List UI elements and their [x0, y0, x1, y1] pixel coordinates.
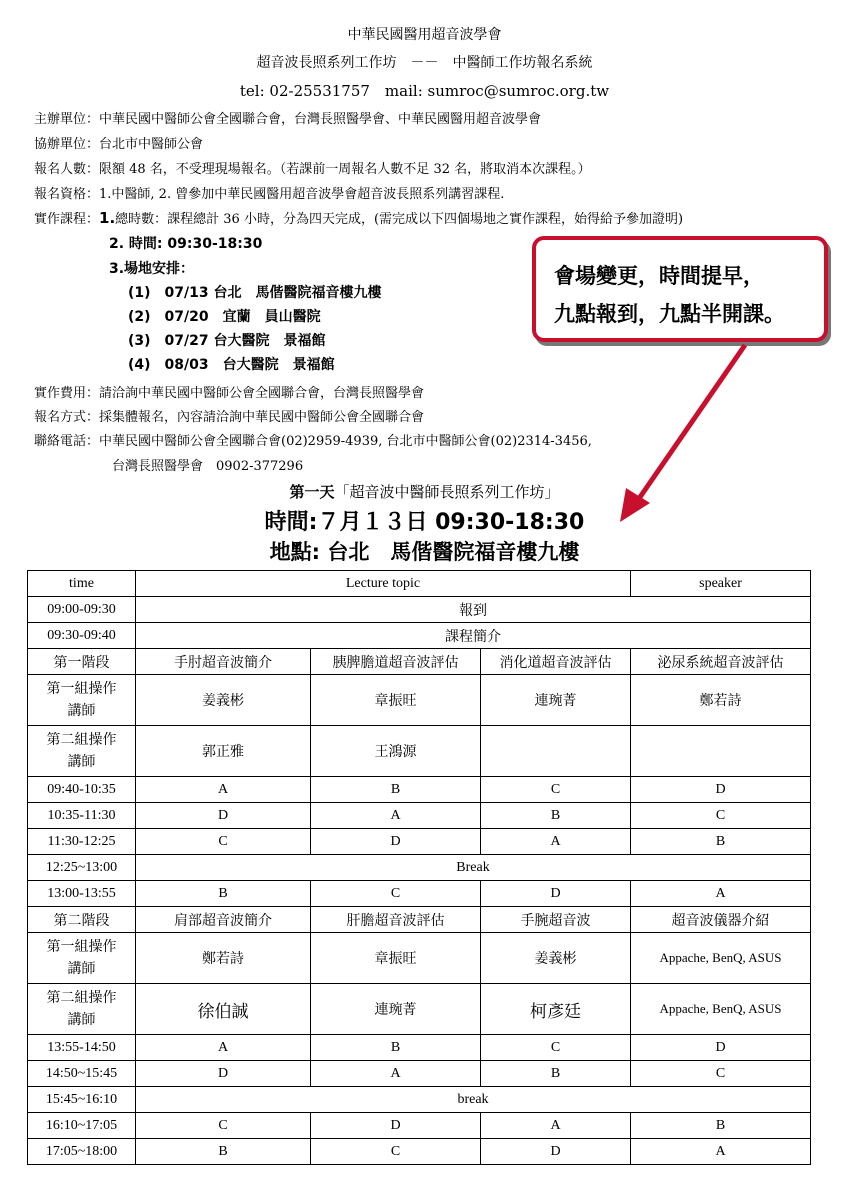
group-code-cell: B — [136, 881, 311, 907]
group-code-cell: B — [481, 1061, 631, 1087]
instructor-cell: 連琬菁 — [481, 675, 631, 726]
group-code-cell: A — [631, 881, 811, 907]
instructor-cell: 連琬菁 — [311, 984, 481, 1035]
group-code-cell: C — [631, 803, 811, 829]
group-code-cell: A — [136, 1035, 311, 1061]
time-cell: 15:45~16:10 — [28, 1087, 136, 1113]
phone: 聯絡電話：中華民國中醫師公會全國聯合會(02)2959-4939, 台北市中醫師公會(02)2314-3456, — [34, 434, 592, 449]
group-label: 講師 — [67, 703, 96, 719]
group-label: 第一組操作 — [46, 939, 117, 955]
instructor-cell: 鄭若詩 — [631, 675, 811, 726]
group-code-cell: D — [136, 1061, 311, 1087]
instructor-cell: 姜義彬 — [481, 933, 631, 984]
table-header-row — [28, 571, 811, 597]
group-code-cell: D — [481, 1139, 631, 1165]
table-row — [28, 881, 811, 907]
venue-item: (3) 07/27 台大醫院 景福館 — [128, 333, 326, 349]
instructor-cell: 姜義彬 — [136, 675, 311, 726]
group-label: 第二組操作 — [46, 990, 117, 1006]
time-cell: 16:10~17:05 — [28, 1113, 136, 1139]
group-code-cell: C — [481, 777, 631, 803]
instructor-cell: 王鴻源 — [311, 726, 481, 777]
span-cell: 報到 — [136, 597, 811, 623]
group-code-cell: C — [136, 1113, 311, 1139]
instructor-cell: 徐伯誠 — [136, 984, 311, 1035]
group-code-cell: C — [136, 829, 311, 855]
time-cell: 09:00-09:30 — [28, 597, 136, 623]
instructor-row — [28, 675, 811, 726]
group-code-cell: D — [136, 803, 311, 829]
group-code-cell: D — [631, 1035, 811, 1061]
eligibility: 報名資格：1.中醫師, 2. 曾參加中華民國醫用超音波學會超音波長照系列講習課程. — [34, 187, 505, 202]
group-label: 講師 — [67, 1012, 96, 1028]
span-cell: break — [136, 1087, 811, 1113]
time-cell: 13:00-13:55 — [28, 881, 136, 907]
group-cell — [28, 675, 136, 726]
time-cell: 10:35-11:30 — [28, 803, 136, 829]
time-cell: 13:55-14:50 — [28, 1035, 136, 1061]
day-title — [0, 481, 849, 502]
group-code-cell: A — [136, 777, 311, 803]
header-cell: speaker — [631, 571, 811, 597]
table-row — [28, 597, 811, 623]
stage-cell: 第二階段 — [28, 907, 136, 933]
group-cell — [28, 726, 136, 777]
group-code-cell: A — [311, 1061, 481, 1087]
span-cell: Break — [136, 855, 811, 881]
group-code-cell: B — [631, 1113, 811, 1139]
venue-title: 3.場地安排： — [109, 261, 195, 277]
group-code-cell: D — [311, 1113, 481, 1139]
group-code-cell: A — [311, 803, 481, 829]
topic-cell: 消化道超音波評估 — [481, 649, 631, 675]
instructor-row — [28, 933, 811, 984]
group-code-cell: D — [481, 881, 631, 907]
table-row — [28, 623, 811, 649]
table-row — [28, 1035, 811, 1061]
group-cell — [28, 933, 136, 984]
span-cell: 課程簡介 — [136, 623, 811, 649]
time-cell: 09:30-09:40 — [28, 623, 136, 649]
organizer: 主辦單位：中華民國中醫師公會全國聯合會，台灣長照醫學會、中華民國醫用超音波學會 — [34, 112, 542, 127]
stage-row — [28, 649, 811, 675]
day-title-rest: 「超音波中醫師長照系列工作坊」 — [334, 483, 560, 501]
table-row — [28, 777, 811, 803]
callout-line-1: 會場變更，時間提早， — [554, 264, 764, 288]
course-item1: 1. — [99, 209, 116, 227]
group-code-cell: D — [631, 777, 811, 803]
day-time: 時間:７月１３日 09:30-18:30 — [264, 510, 585, 535]
instructor-row — [28, 984, 811, 1035]
course-prefix: 實作課程： — [34, 212, 100, 227]
venue-item: (1) 07/13 台北 馬偕醫院福音樓九樓 — [128, 285, 382, 301]
instructor-cell — [481, 726, 631, 777]
topic-cell: 肩部超音波簡介 — [136, 907, 311, 933]
time-cell: 12:25~13:00 — [28, 855, 136, 881]
stage-row — [28, 907, 811, 933]
co-organizer: 協辦單位：台北市中醫師公會 — [34, 137, 204, 152]
topic-cell: 手腕超音波 — [481, 907, 631, 933]
topic-cell: 手肘超音波簡介 — [136, 649, 311, 675]
fee: 實作費用：請洽詢中華民國中醫師公會全國聯合會，台灣長照醫學會 — [34, 386, 425, 401]
time-cell: 17:05~18:00 — [28, 1139, 136, 1165]
time-cell: 14:50~15:45 — [28, 1061, 136, 1087]
group-label: 講師 — [67, 961, 96, 977]
instructor-cell: 章振旺 — [311, 933, 481, 984]
instructor-cell: 柯彥廷 — [481, 984, 631, 1035]
table-row — [28, 1139, 811, 1165]
table-row — [28, 829, 811, 855]
group-code-cell: B — [136, 1139, 311, 1165]
day-place: 地點: 台北 馬偕醫院福音樓九樓 — [269, 540, 580, 564]
time-cell: 11:30-12:25 — [28, 829, 136, 855]
group-code-cell: A — [481, 829, 631, 855]
day-title-bold: 第一天 — [289, 483, 335, 501]
table-row — [28, 803, 811, 829]
group-code-cell: D — [311, 829, 481, 855]
group-cell — [28, 984, 136, 1035]
group-label: 第二組操作 — [46, 732, 117, 748]
schedule-table — [27, 570, 811, 1165]
equipment-cell: Appache, BenQ, ASUS — [631, 933, 811, 984]
group-code-cell: C — [311, 1139, 481, 1165]
phone-2: 台灣長照醫學會 0902-377296 — [112, 459, 304, 474]
topic-cell: 胰脾膽道超音波評估 — [311, 649, 481, 675]
group-code-cell: C — [311, 881, 481, 907]
time-cell: 09:40-10:35 — [28, 777, 136, 803]
header-cell: time — [28, 571, 136, 597]
group-code-cell: B — [311, 777, 481, 803]
break-row — [28, 855, 811, 881]
method: 報名方式：採集體報名，內容請洽詢中華民國中醫師公會全國聯合會 — [34, 410, 425, 425]
group-code-cell: A — [481, 1113, 631, 1139]
break-row — [28, 1087, 811, 1113]
group-code-cell: B — [631, 829, 811, 855]
venue-item: (4) 08/03 台大醫院 景福館 — [128, 357, 335, 373]
group-code-cell: A — [631, 1139, 811, 1165]
group-code-cell: B — [311, 1035, 481, 1061]
topic-cell: 肝膽超音波評估 — [311, 907, 481, 933]
course-text: 總時數：課程總計 36 小時，分為四天完成，(需完成以下四個場地之實作課程，始得給予參加證明) — [115, 212, 684, 227]
topic-cell: 超音波儀器介紹 — [631, 907, 811, 933]
contact-line: tel: 02-25531757 mail: sumroc@sumroc.org.tw — [239, 82, 610, 100]
subtitle: 超音波長照系列工作坊 －－ 中醫師工作坊報名系統 — [256, 55, 593, 71]
table-row — [28, 1113, 811, 1139]
group-label: 講師 — [67, 754, 96, 770]
instructor-cell: 郭正雅 — [136, 726, 311, 777]
instructor-cell: 鄭若詩 — [136, 933, 311, 984]
group-label: 第一組操作 — [46, 681, 117, 697]
table-row — [28, 1061, 811, 1087]
group-code-cell: B — [481, 803, 631, 829]
equipment-cell: Appache, BenQ, ASUS — [631, 984, 811, 1035]
group-code-cell: C — [481, 1035, 631, 1061]
instructor-cell: 章振旺 — [311, 675, 481, 726]
org-title: 中華民國醫用超音波學會 — [347, 27, 502, 43]
course-time: 2. 時間: 09:30-18:30 — [109, 236, 263, 252]
topic-cell: 泌尿系統超音波評估 — [631, 649, 811, 675]
instructor-row — [28, 726, 811, 777]
callout-line-2: 九點報到，九點半開課。 — [554, 302, 785, 326]
group-code-cell: C — [631, 1061, 811, 1087]
stage-cell: 第一階段 — [28, 649, 136, 675]
venue-item: (2) 07/20 宜蘭 員山醫院 — [128, 309, 321, 325]
instructor-cell — [631, 726, 811, 777]
quota: 報名人數：限額 48 名，不受理現場報名。（若課前一周報名人數不足 32 名，將取消本次課程。） — [34, 162, 591, 177]
header-cell: Lecture topic — [136, 571, 631, 597]
